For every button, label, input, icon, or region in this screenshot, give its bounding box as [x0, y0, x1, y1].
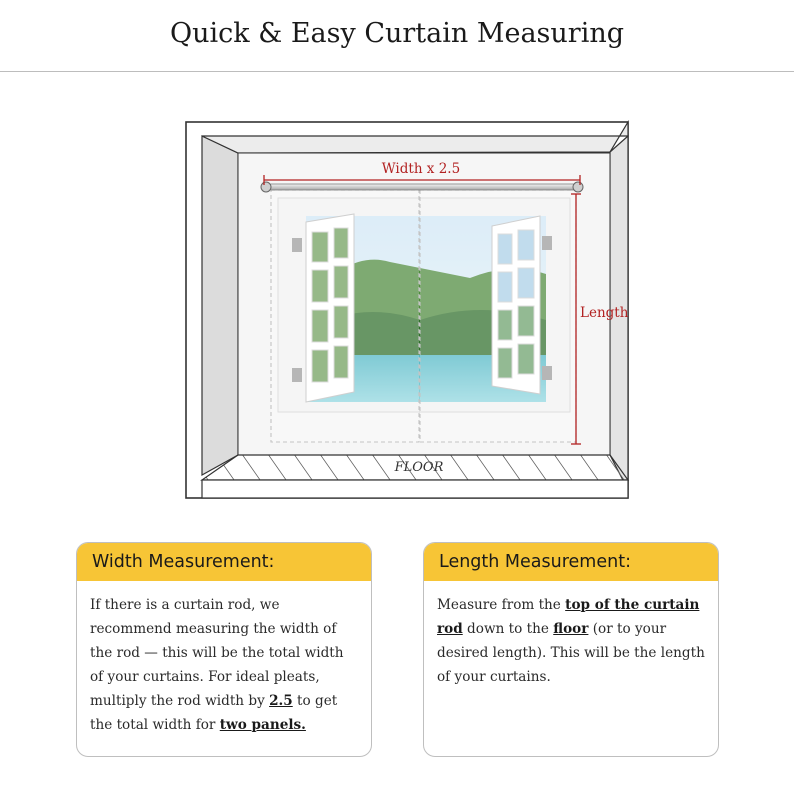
length-label: Length [580, 305, 629, 321]
length-text-part-2: down to the [462, 621, 554, 637]
floor-text: floor [553, 621, 589, 637]
width-measurement-card [76, 542, 372, 757]
width-multiplier: 2.5 [269, 693, 293, 709]
length-card-text [424, 581, 718, 689]
width-card-heading: Width Measurement: [77, 543, 371, 581]
length-text-part-3: (or to your desired length). This will be the length of your curtains. [437, 621, 705, 685]
length-card-heading: Length Measurement: [424, 543, 718, 581]
sheer-curtains [271, 190, 576, 442]
width-text-part-1: If there is a curtain rod, we recommend measuring the width of the rod — this will be the total width of your curtains. For ideal pleats, multiply the rod width by [90, 597, 344, 709]
floor-edge [202, 480, 628, 498]
length-text-part-1: Measure from the [437, 597, 566, 613]
width-card-text [77, 581, 371, 737]
length-measurement-card [423, 542, 719, 757]
page-title: Quick & Easy Curtain Measuring [169, 18, 625, 49]
rod-top-text: top of the curtain rod [437, 597, 700, 637]
two-panels-text: two panels. [219, 717, 306, 733]
width-label: Width x 2.5 [381, 161, 461, 177]
width-text-part-2: to get the total width for [90, 693, 338, 733]
left-wall [202, 136, 238, 475]
floor-label: FLOOR [394, 460, 444, 475]
